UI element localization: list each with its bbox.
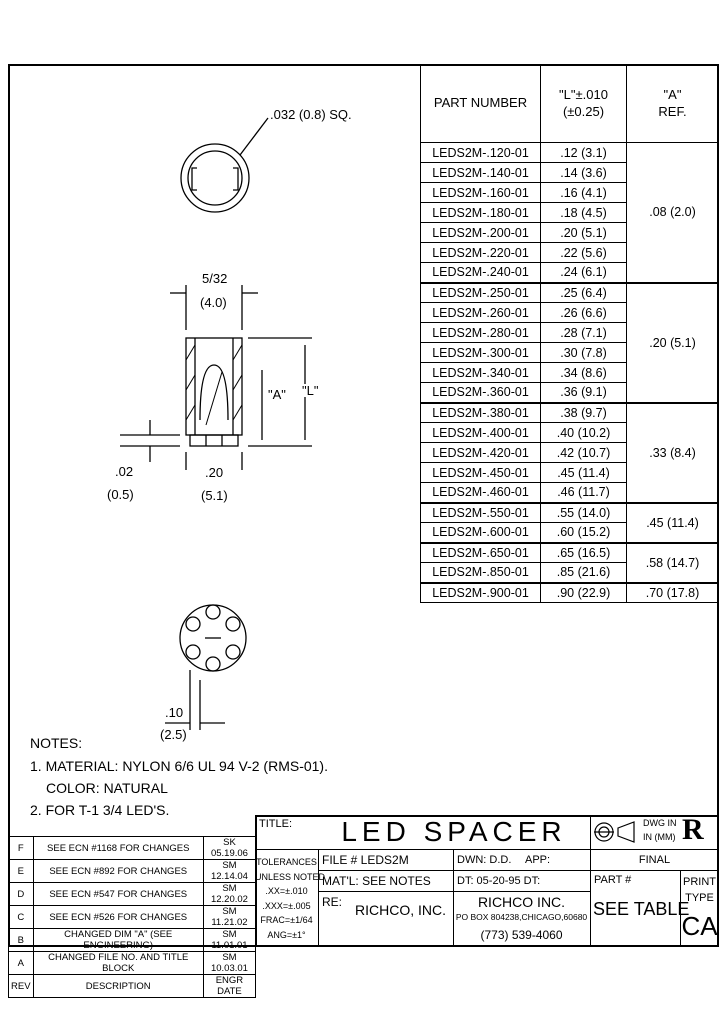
note-1-color: COLOR: NATURAL	[46, 780, 168, 796]
dim-width-in: 5/32	[202, 271, 228, 286]
dim-thickness-mm: (0.5)	[107, 487, 134, 502]
part-number-cell: LEDS2M-.300-01	[421, 343, 541, 363]
dim-diameter-in: .20	[205, 465, 224, 480]
date: DT: 05-20-95 DT:	[457, 875, 541, 887]
a-reference-cell: .70 (17.8)	[627, 583, 719, 603]
dim-width-mm: (4.0)	[200, 295, 227, 310]
revision-row	[9, 860, 256, 883]
part-number-cell: LEDS2M-.400-01	[421, 423, 541, 443]
l-dimension-cell: .90 (22.9)	[541, 583, 627, 603]
part-number-cell: LEDS2M-.340-01	[421, 363, 541, 383]
revision-engineer-date: SM 12.14.04	[203, 860, 255, 883]
part-number-cell: LEDS2M-.850-01	[421, 563, 541, 583]
type-label: TYPE	[685, 892, 714, 904]
revision-table	[8, 836, 256, 998]
part-value: SEE TABLE	[593, 899, 690, 919]
part-number-cell: LEDS2M-.160-01	[421, 183, 541, 203]
a-reference-cell: .58 (14.7)	[627, 543, 719, 583]
material: MAT'L: SEE NOTES	[322, 874, 431, 888]
part-number-cell: LEDS2M-.280-01	[421, 323, 541, 343]
richco-logo: R	[682, 813, 704, 846]
revision-letter: B	[9, 929, 34, 952]
part-number-cell: LEDS2M-.600-01	[421, 523, 541, 543]
third-angle-projection-icon	[594, 818, 636, 846]
header-a: "A" REF.	[627, 65, 719, 143]
notes-title: NOTES:	[30, 735, 83, 751]
dwg-units-line1: DWG IN	[643, 818, 677, 828]
revision-description: CHANGED DIM "A" (SEE ENGINEERING)	[33, 929, 203, 952]
revision-row	[9, 906, 256, 929]
revision-letter: A	[9, 952, 34, 975]
revision-letter: E	[9, 860, 34, 883]
company-name: RICHCO INC.	[477, 894, 566, 910]
top-view-slot-right	[233, 168, 238, 190]
revision-row	[9, 975, 256, 998]
part-number-cell: LEDS2M-.420-01	[421, 443, 541, 463]
revision-description: CHANGED FILE NO. AND TITLE BLOCK	[33, 952, 203, 975]
l-dimension-cell: .42 (10.7)	[541, 443, 627, 463]
revision-letter: REV	[9, 975, 34, 998]
a-reference-cell: .08 (2.0)	[627, 143, 719, 283]
revision-engineer-date: SM 10.03.01	[203, 952, 255, 975]
dim-diameter-mm: (5.1)	[201, 488, 228, 503]
l-dimension-cell: .46 (11.7)	[541, 483, 627, 503]
note-1: 1. MATERIAL: NYLON 6/6 UL 94 V-2 (RMS-01).	[30, 758, 328, 774]
part-label: PART #	[594, 874, 632, 886]
approved-by: APP:	[525, 854, 551, 866]
dim-a: "A"	[268, 387, 286, 402]
revision-letter: F	[9, 837, 34, 860]
header-part-number: PART NUMBER	[421, 65, 541, 143]
dwg-units-line2: IN (MM)	[643, 832, 676, 842]
revision-description: DESCRIPTION	[33, 975, 203, 998]
print-label: PRINT	[683, 876, 716, 888]
l-dimension-cell: .38 (9.7)	[541, 403, 627, 423]
company-phone: (773) 539-4060	[480, 928, 563, 942]
top-view-slot-left	[192, 168, 197, 190]
revision-row	[9, 837, 256, 860]
l-dimension-cell: .55 (14.0)	[541, 503, 627, 523]
print-type: CA	[681, 911, 718, 941]
part-number-cell: LEDS2M-.360-01	[421, 383, 541, 403]
top-view-inner-circle	[188, 151, 242, 205]
part-number-cell: LEDS2M-.460-01	[421, 483, 541, 503]
re-label: RE:	[322, 895, 343, 909]
dim-l: "L"	[302, 383, 319, 398]
revision-engineer-date: SM 12.20.02	[203, 883, 255, 906]
a-reference-cell: .20 (5.1)	[627, 283, 719, 403]
l-dimension-cell: .18 (4.5)	[541, 203, 627, 223]
l-dimension-cell: .26 (6.6)	[541, 303, 627, 323]
side-view-base	[190, 435, 238, 446]
part-number-cell: LEDS2M-.550-01	[421, 503, 541, 523]
l-dimension-cell: .85 (21.6)	[541, 563, 627, 583]
l-dimension-cell: .22 (5.6)	[541, 243, 627, 263]
revision-row	[9, 883, 256, 906]
drawing-title: LED SPACER	[341, 816, 567, 847]
dim-pitch-in: .10	[165, 705, 184, 720]
drawn-by: DWN: D.D.	[457, 854, 512, 866]
l-dimension-cell: .36 (9.1)	[541, 383, 627, 403]
l-dimension-cell: .45 (11.4)	[541, 463, 627, 483]
l-dimension-cell: .34 (8.6)	[541, 363, 627, 383]
part-number-cell: LEDS2M-.450-01	[421, 463, 541, 483]
revision-engineer-date: SM 11.21.02	[203, 906, 255, 929]
revision-row	[9, 952, 256, 975]
revision-engineer-date: SM 11.01.01	[203, 929, 255, 952]
sq-leader	[240, 118, 268, 155]
a-reference-cell: .33 (8.4)	[627, 403, 719, 503]
l-dimension-cell: .28 (7.1)	[541, 323, 627, 343]
header-l: "L"±.010 (±0.25)	[541, 65, 627, 143]
revision-description: SEE ECN #892 FOR CHANGES	[33, 860, 203, 883]
l-dimension-cell: .20 (5.1)	[541, 223, 627, 243]
part-number-cell: LEDS2M-.900-01	[421, 583, 541, 603]
l-dimension-cell: .65 (16.5)	[541, 543, 627, 563]
part-number-cell: LEDS2M-.240-01	[421, 263, 541, 283]
l-dimension-cell: .16 (4.1)	[541, 183, 627, 203]
revision-description: SEE ECN #526 FOR CHANGES	[33, 906, 203, 929]
l-dimension-cell: .40 (10.2)	[541, 423, 627, 443]
revision-description: SEE ECN #547 FOR CHANGES	[33, 883, 203, 906]
part-number-cell: LEDS2M-.380-01	[421, 403, 541, 423]
tolerances: TOLERANCES UNLESS NOTED .XX=±.010 .XXX=±.005 FRAC=±1/64 ANG=±1°	[255, 857, 326, 940]
a-reference-cell: .45 (11.4)	[627, 503, 719, 543]
revision-row	[9, 929, 256, 952]
revision-description: SEE ECN #1168 FOR CHANGES	[33, 837, 203, 860]
l-dimension-cell: .14 (3.6)	[541, 163, 627, 183]
dim-sq: .032 (0.8) SQ.	[270, 107, 352, 122]
part-number-cell: LEDS2M-.140-01	[421, 163, 541, 183]
final-status: FINAL	[638, 854, 671, 866]
top-view-outer-circle	[181, 144, 249, 212]
l-dimension-cell: .30 (7.8)	[541, 343, 627, 363]
company-address: PO BOX 804238,CHICAGO,60680	[455, 912, 588, 922]
part-number-cell: LEDS2M-.120-01	[421, 143, 541, 163]
side-view-led-profile	[200, 365, 228, 420]
l-dimension-cell: .25 (6.4)	[541, 283, 627, 303]
file-number: FILE # LEDS2M	[322, 853, 409, 867]
revision-engineer-date: SK 05.19.06	[203, 837, 255, 860]
l-dimension-cell: .12 (3.1)	[541, 143, 627, 163]
part-number-cell: LEDS2M-.250-01	[421, 283, 541, 303]
l-dimension-cell: .60 (15.2)	[541, 523, 627, 543]
l-dimension-cell: .24 (6.1)	[541, 263, 627, 283]
dim-thickness-in: .02	[115, 464, 134, 479]
part-number-cell: LEDS2M-.200-01	[421, 223, 541, 243]
revision-engineer-date: ENGR DATE	[203, 975, 255, 998]
revision-letter: C	[9, 906, 34, 929]
revision-letter: D	[9, 883, 34, 906]
title-label: TITLE:	[259, 818, 293, 830]
note-2: 2. FOR T-1 3/4 LED'S.	[30, 802, 170, 818]
dim-pitch-mm: (2.5)	[160, 727, 187, 742]
part-number-cell: LEDS2M-.260-01	[421, 303, 541, 323]
part-number-cell: LEDS2M-.650-01	[421, 543, 541, 563]
part-number-cell: LEDS2M-.220-01	[421, 243, 541, 263]
re-company: RICHCO, INC.	[355, 902, 446, 918]
part-number-cell: LEDS2M-.180-01	[421, 203, 541, 223]
